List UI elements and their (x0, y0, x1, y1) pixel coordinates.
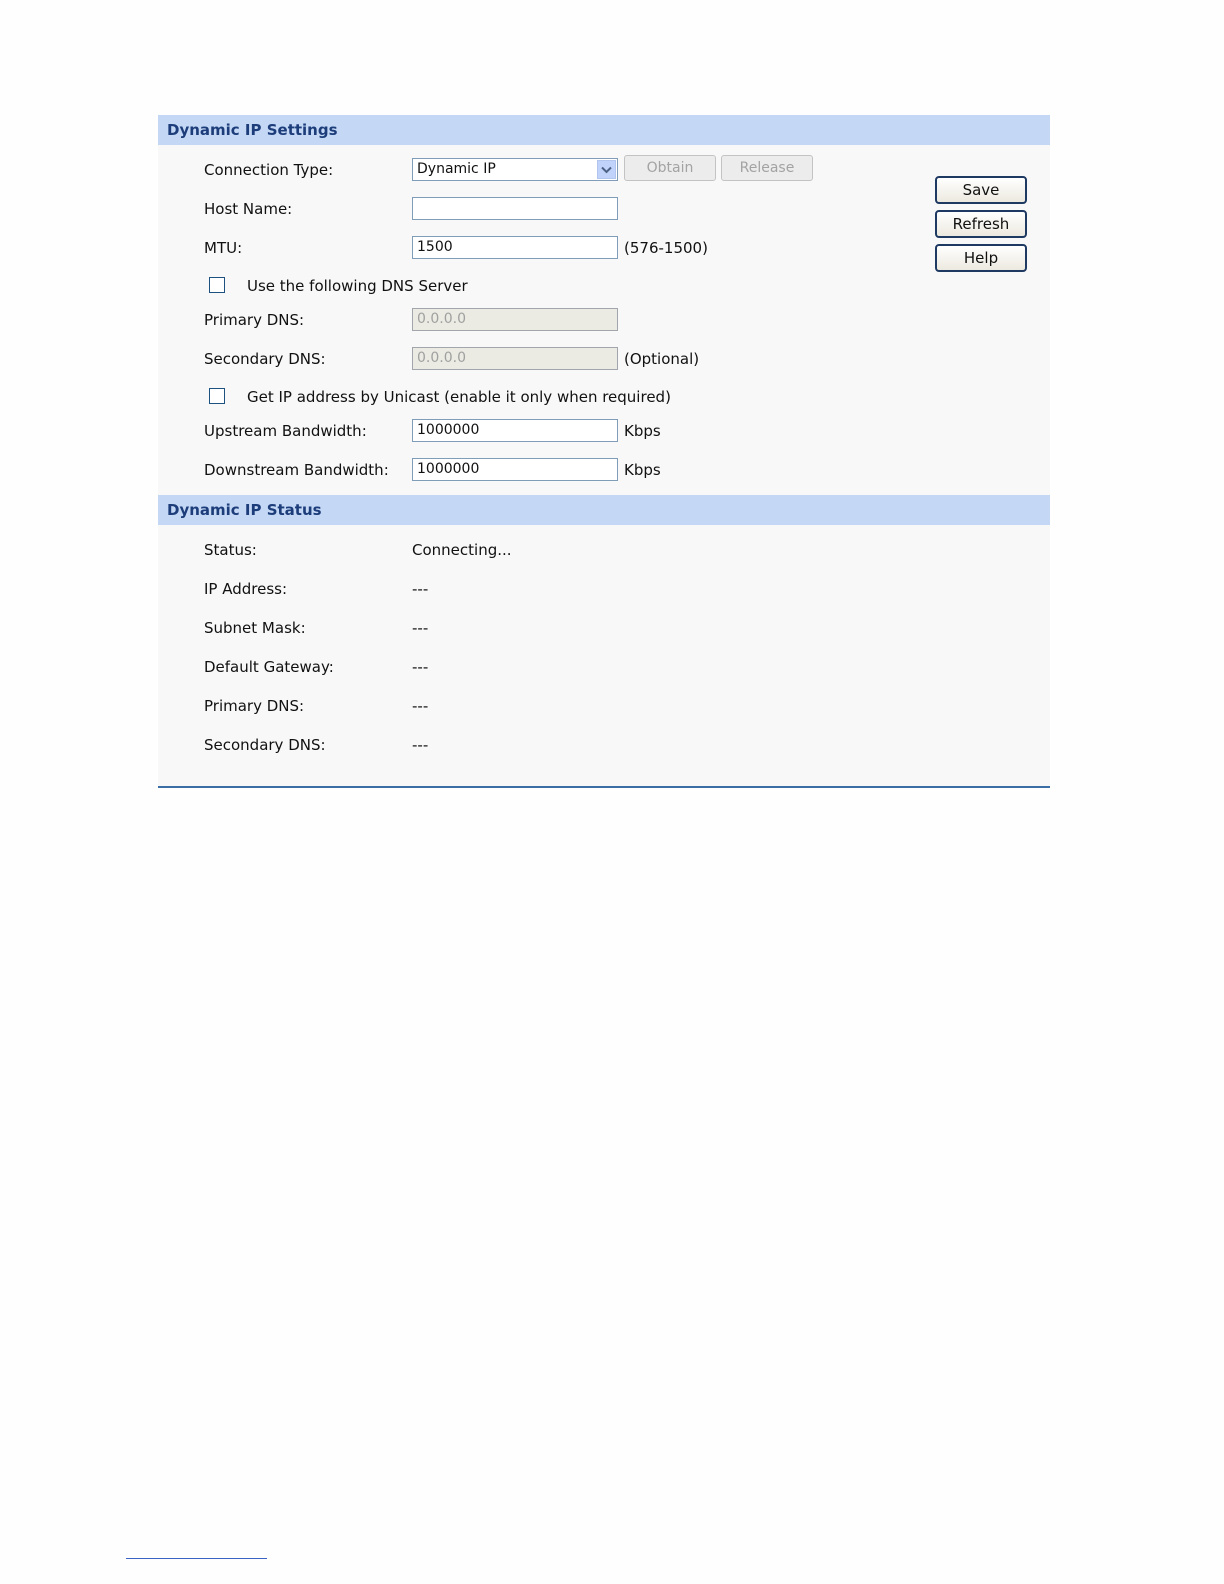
downstream-bandwidth-label: Downstream Bandwidth: (204, 461, 389, 479)
footnote-rule (126, 1558, 267, 1559)
connection-type-label: Connection Type: (204, 161, 334, 179)
status-value: Connecting... (412, 541, 512, 559)
primary-dns-input[interactable]: 0.0.0.0 (412, 308, 618, 331)
status-primary-dns-label: Primary DNS: (204, 697, 305, 715)
default-gateway-label: Default Gateway: (204, 658, 334, 676)
release-button[interactable]: Release (721, 155, 813, 181)
use-dns-label: Use the following DNS Server (247, 277, 468, 295)
ip-address-label: IP Address: (204, 580, 288, 598)
secondary-dns-input[interactable]: 0.0.0.0 (412, 347, 618, 370)
status-label: Status: (204, 541, 257, 559)
unicast-label: Get IP address by Unicast (enable it only when required) (247, 388, 671, 406)
mtu-label: MTU: (204, 239, 243, 257)
host-name-label: Host Name: (204, 200, 293, 218)
subnet-mask-label: Subnet Mask: (204, 619, 306, 637)
downstream-unit: Kbps (624, 461, 661, 479)
subnet-mask-value: --- (412, 619, 429, 637)
upstream-bandwidth-label: Upstream Bandwidth: (204, 422, 367, 440)
secondary-dns-optional-hint: (Optional) (624, 350, 700, 368)
refresh-button[interactable]: Refresh (935, 210, 1027, 238)
upstream-unit: Kbps (624, 422, 661, 440)
settings-section-header: Dynamic IP Settings (158, 115, 1050, 145)
connection-type-select[interactable] (412, 158, 618, 181)
dynamic-ip-panel (158, 115, 1050, 787)
status-secondary-dns-label: Secondary DNS: (204, 736, 326, 754)
help-button[interactable]: Help (935, 244, 1027, 272)
status-section-header: Dynamic IP Status (158, 495, 1050, 525)
panel-bottom-rule (158, 786, 1050, 788)
mtu-range-hint: (576-1500) (624, 239, 708, 257)
primary-dns-label: Primary DNS: (204, 311, 305, 329)
upstream-bandwidth-input[interactable]: 1000000 (412, 419, 618, 442)
ip-address-value: --- (412, 580, 429, 598)
save-button[interactable]: Save (935, 176, 1027, 204)
chevron-down-icon[interactable] (597, 160, 616, 179)
secondary-dns-label: Secondary DNS: (204, 350, 326, 368)
use-dns-checkbox[interactable] (209, 277, 225, 293)
downstream-bandwidth-input[interactable]: 1000000 (412, 458, 618, 481)
status-primary-dns-value: --- (412, 697, 429, 715)
unicast-checkbox[interactable] (209, 388, 225, 404)
host-name-input[interactable] (412, 197, 618, 220)
obtain-button[interactable]: Obtain (624, 155, 716, 181)
mtu-input[interactable]: 1500 (412, 236, 618, 259)
status-secondary-dns-value: --- (412, 736, 429, 754)
default-gateway-value: --- (412, 658, 429, 676)
connection-type-value: Dynamic IP (417, 161, 496, 177)
